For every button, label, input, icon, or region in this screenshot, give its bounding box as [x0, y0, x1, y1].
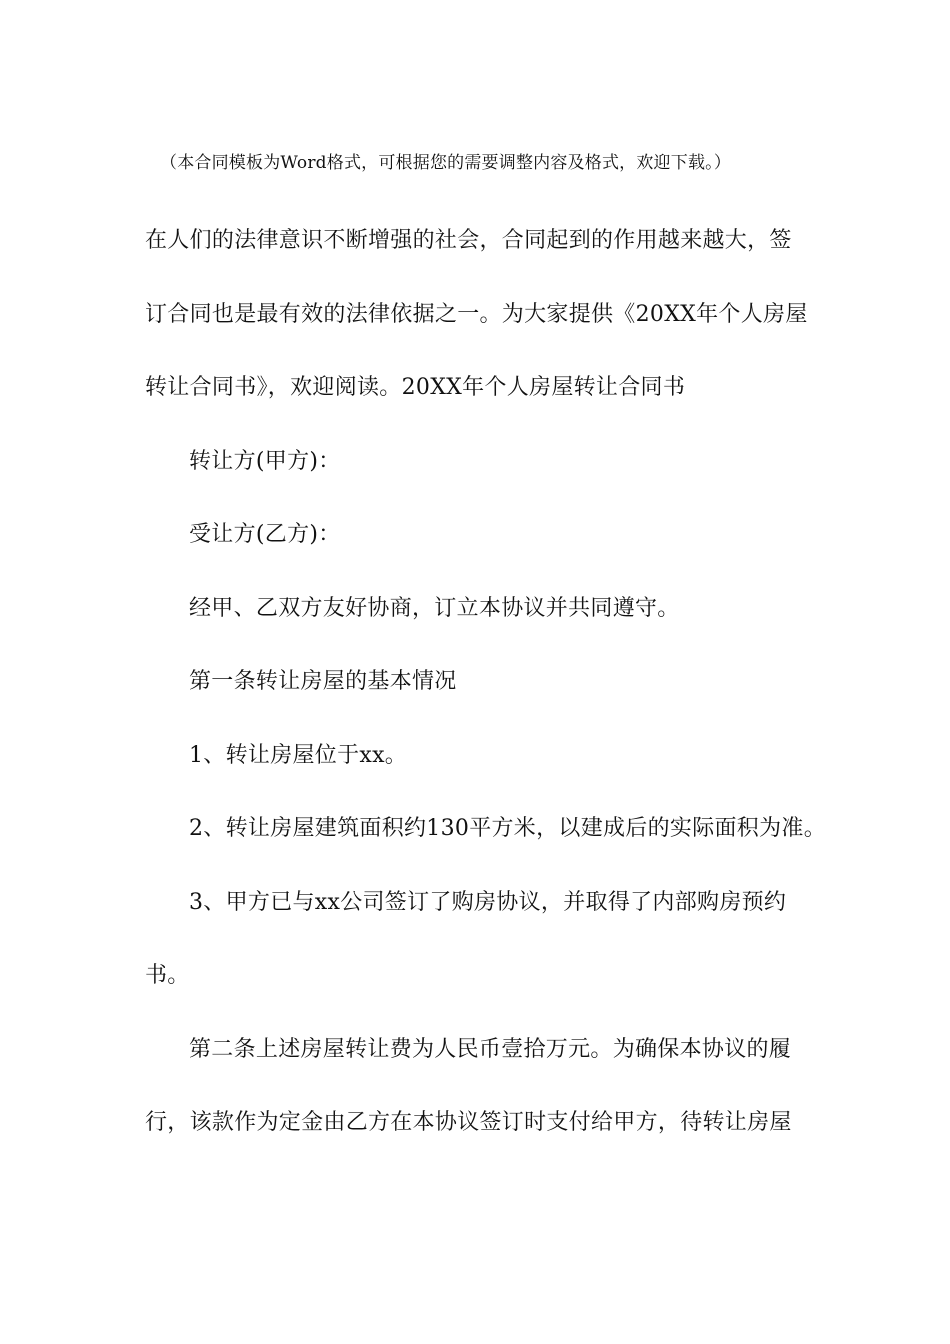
item-1-line: 1、转让房屋位于xx。	[189, 743, 408, 768]
item-3-line: 3、甲方已与xx公司签订了购房协议，并取得了内部购房预约	[189, 890, 787, 915]
intro-line-1: 在人们的法律意识不断增强的社会，合同起到的作用越来越大，签	[145, 228, 792, 253]
agreement-line: 经甲、乙双方友好协商，订立本协议并共同遵守。	[189, 596, 680, 621]
intro-line-3: 转让合同书》，欢迎阅读。20XX年个人房屋转让合同书	[145, 375, 686, 400]
template-note: （本合同模板为Word格式，可根据您的需要调整内容及格式，欢迎下载。）	[160, 153, 732, 173]
item-3-continuation: 书。	[145, 963, 190, 988]
transferee-line: 受让方(乙方)：	[189, 522, 341, 547]
article-one-heading: 第一条转让房屋的基本情况	[189, 669, 457, 694]
item-2-line: 2、转让房屋建筑面积约130平方米，以建成后的实际面积为准。	[189, 816, 826, 841]
article-two-line-2: 行，该款作为定金由乙方在本协议签订时支付给甲方，待转让房屋	[145, 1110, 792, 1135]
article-two-line-1: 第二条上述房屋转让费为人民币壹拾万元。为确保本协议的履	[189, 1037, 792, 1062]
transferor-line: 转让方(甲方)：	[189, 449, 341, 474]
intro-line-2: 订合同也是最有效的法律依据之一。为大家提供《20XX年个人房屋	[145, 302, 808, 327]
